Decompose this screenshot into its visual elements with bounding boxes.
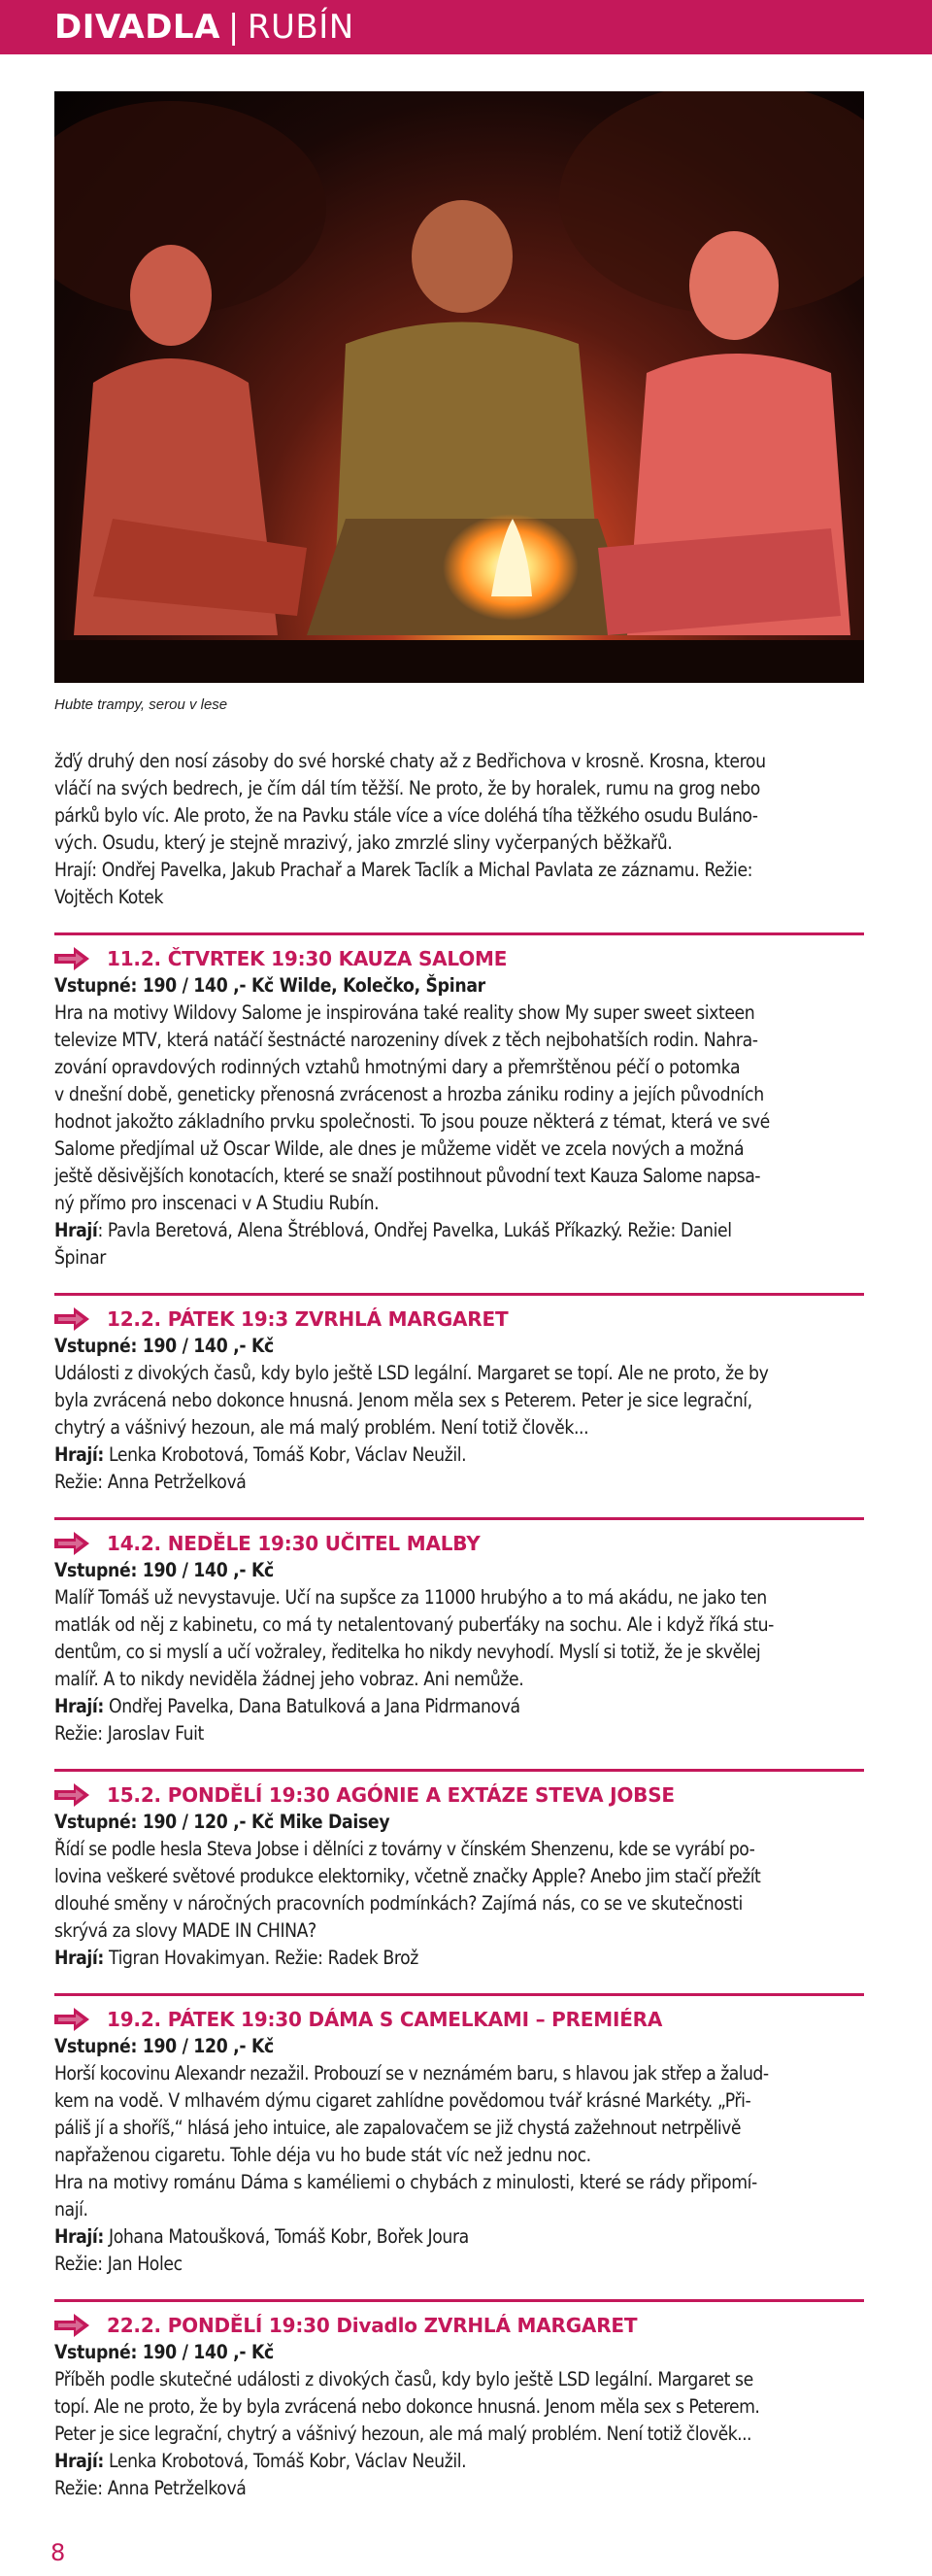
event-text-line: v dnešní době, geneticky přenosná zvrácenost a hrozba zániku rodiny a jejích původních [54,1083,764,1105]
cast-names: Johana Matoušková, Tomáš Kobr, Bořek Joura [103,2225,469,2248]
event-extra-line: Režie: Jan Holec [54,2253,183,2275]
event-text-line: nají. [54,2198,88,2220]
page-number: 8 [50,2539,66,2566]
event-zvrhla-margaret [54,1293,864,1496]
event-extra-line: Špinar [54,1246,106,1269]
arrow-right-icon [54,2314,89,2337]
event-divider [54,1993,864,1996]
event-text-line: byla zvrácená nebo dokonce hnusná. Jenom měla sex s Peterem. Peter je sice legrační, [54,1389,752,1411]
cast-label: Hrají: [54,2225,104,2248]
event-text-line: ještě děsivějších konotacích, které se snaží postihnout původní text Kauza Salome napsa- [54,1165,760,1187]
cast-label: Hrají [54,1219,98,1241]
cast-names: Lenka Krobotová, Tomáš Kobr, Václav Neužil. [103,2450,467,2472]
event-dama-s-camelkami [54,1993,864,2278]
event-text-line: kem na vodě. V mlhavém dýmu cigaret zahlídne povědomou tvář krásné Markéty. „Při- [54,2089,751,2112]
event-text-line: Peter je sice legrační, chytrý a vášnivý hezoun, ale má malý problém. Není totiž člověk... [54,2423,751,2445]
event-title: 12.2. PÁTEK 19:3 ZVRHLÁ MARGARET [107,1307,509,1331]
event-price: Vstupné: 190 / 140 ,- Kč [54,2341,274,2363]
arrow-right-icon [54,1532,89,1555]
event-text-line: ný přímo pro inscenaci v A Studiu Rubín. [54,1192,380,1214]
event-divider [54,2299,864,2302]
event-text-line: topí. Ale ne proto, že by byla zvrácená nebo dokonce hnusná. Jenom měla sex s Peterem. [54,2395,760,2418]
cast-label: Hrají: [54,1443,104,1466]
event-text-line: Salome předjímal už Oscar Wilde, ale dnes je můžeme vidět ve zcela nových a možná [54,1137,745,1160]
venue-title: RUBÍN [247,8,354,47]
event-cast [54,1693,864,1720]
event-divider [54,932,864,935]
event-title: 22.2. PONDĚLÍ 19:30 Divadlo ZVRHLÁ MARGARET [107,2314,638,2337]
event-text-line: chytrý a vášnivý hezoun, ale má malý problém. Není totiž člověk... [54,1416,589,1439]
event-text-line: Řídí se podle hesla Steva Jobse i dělníci z továrny v čínském Shenzenu, kde se vyrábí po- [54,1838,755,1860]
event-cast [54,1945,864,1972]
intro-line: vláčí na svých bedrech, je čím dál tím těžší. Ne proto, že by horalek, rumu na grog nebo [54,777,760,799]
event-price: Vstupné: 190 / 140 ,- Kč [54,1335,274,1357]
event-text-line: Malíř Tomáš už nevystavuje. Učí na supšce za 11000 hrubýho a to má akádu, ne jako ten [54,1586,767,1609]
event-text-line: Příběh podle skutečné události z divokých časů, kdy bylo ještě LSD legální. Margaret se [54,2368,753,2390]
event-extra-line: Režie: Jaroslav Fuit [54,1722,204,1745]
theatre-photo [54,91,864,683]
event-cast [54,2448,864,2475]
cast-names: : Pavla Beretová, Alena Štréblová, Ondřej Pavelka, Lukáš Příkazký. Režie: Daniel [97,1219,732,1241]
event-text-line: skrývá za slovy MADE IN CHINA? [54,1919,316,1942]
event-agonie-a-extaze [54,1769,864,1972]
event-text-line: Horší kocovinu Alexandr nezažil. Probouzí se v neznámém baru, s hlavou jak střep a žalud- [54,2062,769,2085]
event-text-line: napřaženou cigaretu. Tohle déja vu ho bude stát víc než jednu noc. [54,2144,591,2166]
event-text-line: Události z divokých časů, kdy bylo ještě LSD legální. Margaret se topí. Ale ne proto, že by [54,1362,769,1384]
event-divider [54,1769,864,1772]
intro-paragraph [54,748,864,911]
event-text-line: zování opravdových rodinných vztahů hmotnými dary a přemrštěnou péčí o potomka [54,1056,741,1078]
event-price: Vstupné: 190 / 140 ,- Kč Wilde, Kolečko, Špinar [54,974,485,997]
event-text-line: hodnot jakožto základního prvku společnosti. To jsou pouze některá z témat, která ve své [54,1110,770,1133]
cast-names: Lenka Krobotová, Tomáš Kobr, Václav Neužil. [103,1443,467,1466]
header-separator: | [227,8,240,47]
event-text-line: dlouhé směny v náročných pracovních podmínkách? Zajímá nás, co se ve skutečnosti [54,1892,743,1915]
event-kauza-salome [54,932,864,1271]
event-text-line: malíř. A to nikdy neviděla žádnej jeho vobraz. Ani nemůže. [54,1668,524,1690]
event-ucitel-malby [54,1517,864,1747]
article-body [54,748,864,2502]
intro-line: Vojtěch Kotek [54,886,164,908]
event-text-line: Hra na motivy románu Dáma s kaméliemi o chybách z minulosti, které se rády připomí- [54,2171,757,2193]
intro-line: žďý druhý den nosí zásoby do své horské chaty až z Bedřichova v krosně. Krosna, kterou [54,750,766,772]
event-divider [54,1293,864,1296]
event-divider [54,1517,864,1520]
cast-label: Hrají: [54,1695,104,1717]
event-price: Vstupné: 190 / 120 ,- Kč Mike Daisey [54,1811,390,1833]
event-price: Vstupné: 190 / 120 ,- Kč [54,2035,274,2057]
event-text-line: Hra na motivy Wildovy Salome je inspirována také reality show My super sweet sixteen [54,1001,755,1024]
event-text-line: páliš jí a shoříš,“ hlásá jeho intuice, ale zapalovačem se již chystá zažehnout netrpělivě [54,2117,741,2139]
event-cast [54,2223,864,2251]
event-title: 14.2. NEDĚLE 19:30 UČITEL MALBY [107,1532,481,1555]
event-text-line: matlák od něj z kabinetu, co má ty netalentovaný puberťáky na sochu. Ale i když říká stu- [54,1613,774,1636]
photo-caption: Hubte trampy, serou v lese [54,696,228,713]
cast-label: Hrají: [54,1947,104,1969]
event-extra-line: Režie: Anna Petrželková [54,1471,247,1493]
event-text-line: lovina veškeré světové produkce elektorniky, včetně značky Apple? Anebo jim stačí přežít [54,1865,761,1887]
event-title: 19.2. PÁTEK 19:30 DÁMA S CAMELKAMI – PREMIÉRA [107,2008,663,2031]
arrow-right-icon [54,947,89,970]
arrow-right-icon [54,1783,89,1807]
intro-line: párků bylo víc. Ale proto, že na Pavku stále více a více doléhá tíha těžkého osudu Buláno- [54,804,758,827]
event-text-line: dentům, co si myslí a učí vožraley, ředitelka ho nikdy nevyhodí. Myslí si totiž, že je skvělej [54,1641,761,1663]
cast-names: Tigran Hovakimyan. Režie: Radek Brož [103,1947,418,1969]
arrow-right-icon [54,1307,89,1331]
event-title: 15.2. PONDĚLÍ 19:30 AGÓNIE A EXTÁZE STEVA JOBSE [107,1783,675,1807]
arrow-right-icon [54,2008,89,2031]
page-header [0,0,932,54]
section-title: DIVADLA [54,8,220,47]
event-title: 11.2. ČTVRTEK 19:30 KAUZA SALOME [107,947,508,970]
intro-line: vých. Osudu, který je stejně mrazivý, jako zmrzlé sliny vyčerpaných běžkařů. [54,831,673,854]
cast-names: Ondřej Pavelka, Dana Batulková a Jana Pidrmanová [103,1695,520,1717]
event-price: Vstupné: 190 / 140 ,- Kč [54,1559,274,1581]
event-extra-line: Režie: Anna Petrželková [54,2477,247,2499]
event-cast [54,1441,864,1469]
intro-line: Hrají: Ondřej Pavelka, Jakub Prachař a Marek Taclík a Michal Pavlata ze záznamu. Režie: [54,859,753,881]
cast-label: Hrají: [54,2450,104,2472]
event-text-line: televize MTV, která natáčí šestnácté narozeniny dívek z těch nejbohatších rodin. Nahra- [54,1029,758,1051]
event-cast [54,1217,864,1244]
event-zvrhla-margaret-2 [54,2299,864,2502]
